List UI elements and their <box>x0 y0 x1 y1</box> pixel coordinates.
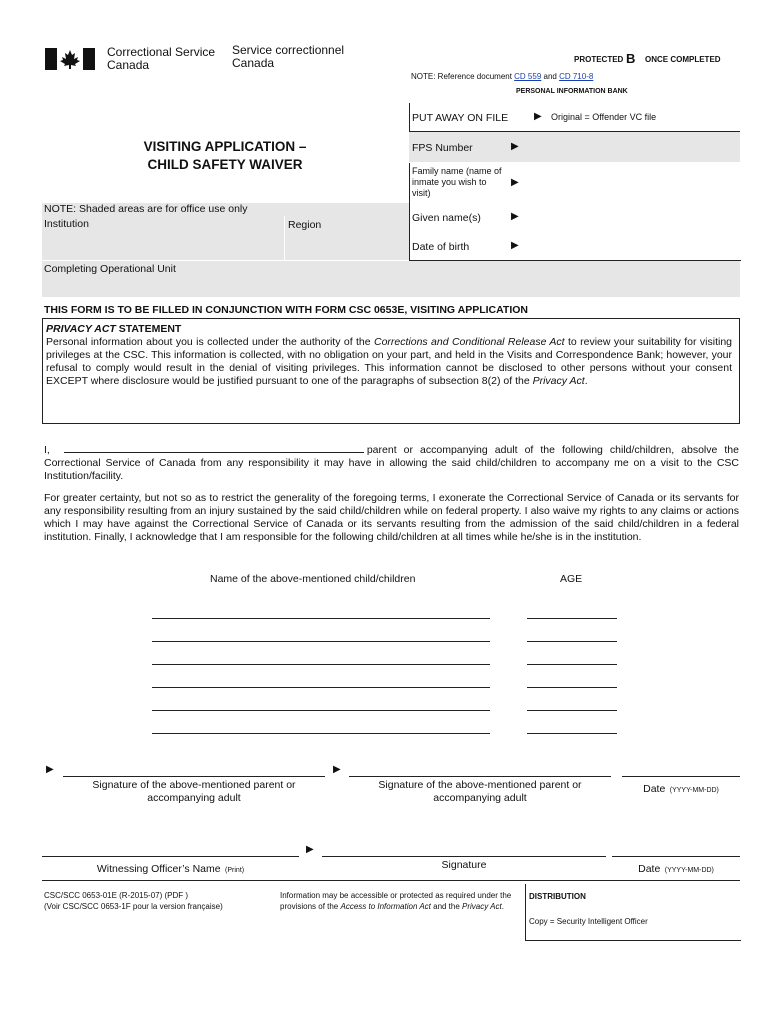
witness-name-line[interactable] <box>42 856 299 857</box>
distribution-box: DISTRIBUTION Copy = Security Intelligent Officer <box>525 884 741 941</box>
arrow-icon: ▶ <box>511 177 519 188</box>
child-age-line[interactable] <box>527 641 617 642</box>
office-use-note: NOTE: Shaded areas are for office use only <box>42 203 409 216</box>
protected-level: B <box>626 51 636 66</box>
privacy-text: Personal information about you is collected under the authority of the Corrections and Conditional Release Act to review your suitability for visiting privileges at the CSC. This information is collected, with no obligation on your part, and held in the Visits and Correspondence Bank; however, your refusal to comply would result in the denial of visiting privileges. This information cannot be disclosed to other persons without your consent EXCEPT where disclosure would be justified pursuant to one of the paragraphs of subsection 8(2) of the Privacy Act. <box>46 336 732 387</box>
fps-number-field[interactable]: FPS Number ▶ <box>409 132 740 163</box>
child-name-line[interactable] <box>152 710 490 711</box>
protected-label: PROTECTED <box>574 55 624 64</box>
given-names-field[interactable]: Given name(s) ▶ <box>412 211 519 224</box>
date-label-2: Date (YYYY-MM-DD) <box>638 863 714 875</box>
parent-signature-line-2[interactable] <box>349 776 611 777</box>
personal-information-bank: PERSONAL INFORMATION BANK <box>516 88 628 95</box>
date-line-1[interactable] <box>622 776 740 777</box>
arrow-icon: ▶ <box>306 844 314 855</box>
put-away-row: PUT AWAY ON FILE ▶ Original = Offender VC file <box>409 103 740 132</box>
date-line-2[interactable] <box>612 856 740 857</box>
parent-signature-line-1[interactable] <box>63 776 325 777</box>
parent-signature-label-2: Signature of the above-mentioned parent or accompanying adult <box>378 779 582 804</box>
arrow-icon: ▶ <box>511 211 519 222</box>
department-name-en: Correctional Service Canada <box>107 45 216 72</box>
region-field[interactable]: Region <box>285 216 409 260</box>
conjunction-notice: THIS FORM IS TO BE FILLED IN CONJUNCTION WITH FORM CSC 0653E, VISITING APPLICATION <box>44 304 528 316</box>
operational-unit-field[interactable]: Completing Operational Unit <box>42 261 740 297</box>
child-age-line[interactable] <box>527 618 617 619</box>
reference-note: NOTE: Reference document CD 559 and CD 710-8 <box>411 72 594 81</box>
once-completed-label: ONCE COMPLETED <box>645 55 721 64</box>
child-age-line[interactable] <box>527 687 617 688</box>
form-title: VISITING APPLICATION – CHILD SAFETY WAIVER <box>143 139 307 172</box>
arrow-icon: ▶ <box>511 240 519 251</box>
arrow-icon: ▶ <box>46 764 54 775</box>
waiver-paragraph-2: For greater certainty, but not so as to restrict the generality of the foregoing terms, I exonerate the Correctional Service of Canada or its servants for any responsibility resulting from an injury sustained by the said child/children while on federal property. I also waive my rights to any claims or actions which I may have against the Correctional Service of Canada or its servants resulting from the admission of the said child/children in a federal institution. Finally, I acknowledge that I am responsible for the following child/children at all times while he/she is in the institution. <box>44 492 739 543</box>
child-age-line[interactable] <box>527 733 617 734</box>
age-header: AGE <box>560 573 583 585</box>
witness-name-label: Witnessing Officer’s Name (Print) <box>96 863 245 875</box>
canada-flag-logo <box>45 48 95 70</box>
officer-signature-line[interactable] <box>322 856 606 857</box>
child-age-line[interactable] <box>527 710 617 711</box>
access-notice: Information may be accessible or protected as required under the provisions of the Access to Information Act and the Privacy Act. <box>280 891 512 911</box>
institution-field[interactable]: Institution <box>42 216 285 260</box>
arrow-icon: ▶ <box>534 111 542 122</box>
child-name-line[interactable] <box>152 641 490 642</box>
cd-559-link[interactable]: CD 559 <box>514 72 542 81</box>
date-label-1: Date (YYYY-MM-DD) <box>643 783 719 795</box>
arrow-icon: ▶ <box>511 141 519 152</box>
child-name-header: Name of the above-mentioned child/children <box>210 573 416 585</box>
parent-signature-label-1: Signature of the above-mentioned parent or accompanying adult <box>92 779 296 804</box>
arrow-icon: ▶ <box>333 764 341 775</box>
child-name-line[interactable] <box>152 664 490 665</box>
form-number: CSC/SCC 0653-01E (R-2015-07) (PDF ) (Voir CSC/SCC 0653-1F pour la version française) <box>44 891 223 911</box>
child-name-line[interactable] <box>152 687 490 688</box>
child-name-line[interactable] <box>152 618 490 619</box>
officer-signature-label: Signature <box>441 859 487 871</box>
family-name-field[interactable]: Family name (name of inmate you wish to visit) ▶ <box>412 166 519 198</box>
footer-divider <box>42 880 740 881</box>
child-age-line[interactable] <box>527 664 617 665</box>
privacy-heading: PRIVACY ACT STATEMENT <box>46 323 182 335</box>
child-name-line[interactable] <box>152 733 490 734</box>
department-name-fr: Service correctionnel Canada <box>232 43 345 70</box>
privacy-statement-box <box>42 318 740 424</box>
cd-710-8-link[interactable]: CD 710-8 <box>559 72 594 81</box>
date-of-birth-field[interactable]: Date of birth ▶ <box>412 240 519 253</box>
adult-name-field[interactable] <box>64 442 364 453</box>
waiver-paragraph-1: I, parent or accompanying adult of the following child/children, absolve the Correctional Service of Canada from any responsibility it may have in allowing the said child/children to accompany me on a visit to the CSC Institution/facility. <box>44 444 739 482</box>
